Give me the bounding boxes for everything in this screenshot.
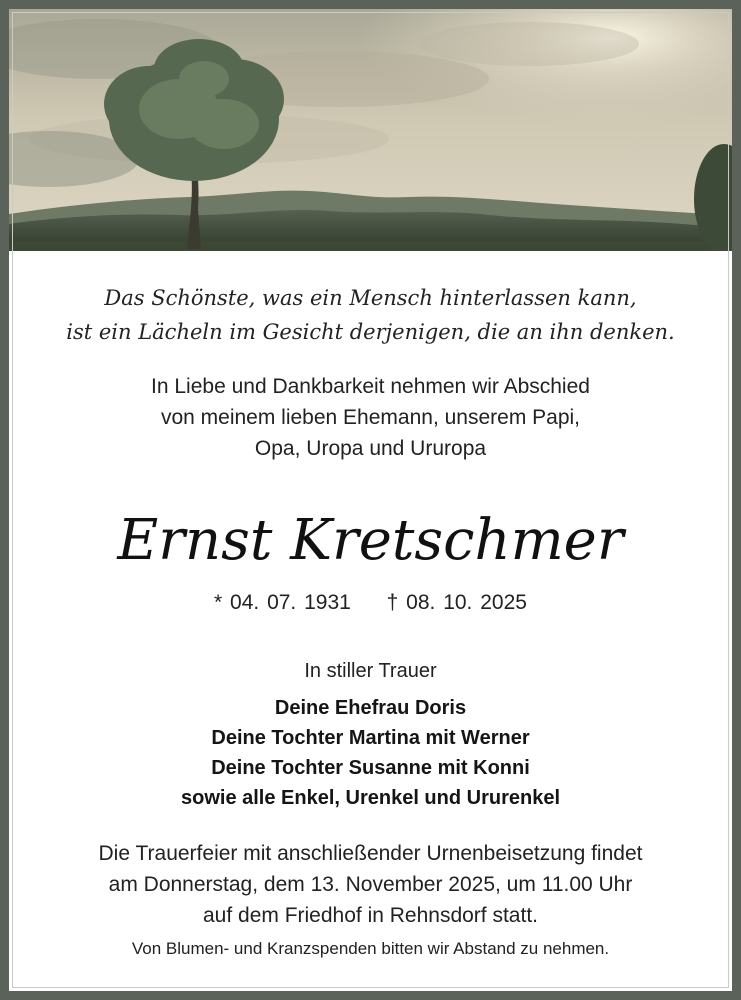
death-date: † 08. 10. 2025 bbox=[386, 591, 527, 614]
family-member: Deine Tochter Susanne mit Konni bbox=[211, 757, 530, 779]
family-list bbox=[9, 693, 732, 813]
flowers-note: Von Blumen- und Kranzspenden bitten wir Abstand zu nehmen. bbox=[131, 939, 610, 958]
funeral-line: auf dem Friedhof in Rehnsdorf statt. bbox=[202, 904, 538, 927]
family-member: sowie alle Enkel, Urenkel und Ururenkel bbox=[180, 787, 561, 809]
family-member: Deine Tochter Martina mit Werner bbox=[211, 727, 530, 749]
funeral-details bbox=[9, 838, 732, 931]
landscape-banner bbox=[9, 9, 732, 251]
quote-line: Das Schönste, was ein Mensch hinterlassen kann, bbox=[104, 286, 637, 310]
life-dates bbox=[9, 589, 732, 617]
landscape-tree-image bbox=[9, 9, 732, 251]
birth-date: * 04. 07. 1931 bbox=[214, 591, 351, 614]
intro-line: Opa, Uropa und Ururopa bbox=[254, 437, 487, 460]
funeral-line: Die Trauerfeier mit anschließender Urnenbeisetzung findet bbox=[98, 842, 643, 865]
quote-line: ist ein Lächeln im Gesicht derjenigen, die an ihn denken. bbox=[66, 320, 675, 344]
memorial-quote bbox=[9, 281, 732, 349]
intro-line: von meinem lieben Ehemann, unserem Papi, bbox=[160, 406, 581, 429]
farewell-intro bbox=[9, 371, 732, 464]
intro-line: In Liebe und Dankbarkeit nehmen wir Abschied bbox=[151, 375, 590, 398]
funeral-line: am Donnerstag, dem 13. November 2025, um 11.00 Uhr bbox=[108, 873, 633, 896]
family-member: Deine Ehefrau Doris bbox=[274, 697, 467, 719]
mourning-label: In stiller Trauer bbox=[304, 660, 437, 682]
deceased-name: Ernst Kretschmer bbox=[117, 508, 624, 573]
